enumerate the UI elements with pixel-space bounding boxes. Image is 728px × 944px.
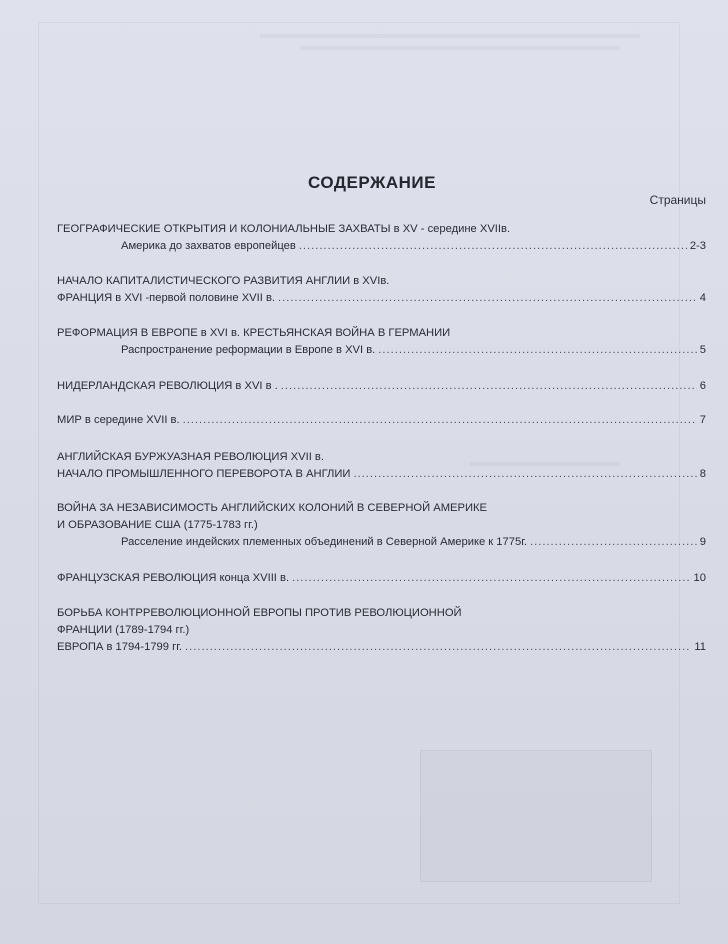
toc-line [57,534,706,551]
toc-line [57,221,706,238]
dot-leader [278,290,697,307]
toc-line [57,378,706,395]
toc-line [57,412,706,429]
toc-line [57,290,706,307]
toc-line [57,570,706,587]
page-number: 8 [699,468,706,480]
page-number: 9 [699,536,706,548]
toc-entry [57,500,706,551]
toc-line [57,238,706,255]
toc-heading: ВОЙНА ЗА НЕЗАВИСИМОСТЬ АНГЛИЙСКИХ КОЛОНИЙ В СЕВЕРНОЙ АМЕРИКЕ [57,502,487,514]
dot-leader [530,534,697,551]
toc-subheading: Распространение реформации в Европе в XVI в. [121,344,376,356]
dot-leader [299,238,687,255]
toc-entry [57,449,706,483]
page-number: 4 [699,292,706,304]
toc-entry [57,221,706,255]
toc-line [57,449,706,466]
page-number: 2-3 [689,240,706,252]
toc-entry [57,378,706,395]
toc-heading: ЕВРОПА в 1794-1799 гг. [57,641,183,653]
toc-line [57,639,706,656]
toc-heading: И ОБРАЗОВАНИЕ США (1775-1783 гг.) [57,519,258,531]
dot-leader [281,378,697,395]
toc-heading: ФРАНЦИИ (1789-1794 гг.) [57,624,190,636]
page-number: 5 [699,344,706,356]
page-title: СОДЕРЖАНИЕ [308,173,436,192]
toc-heading: НИДЕРЛАНДСКАЯ РЕВОЛЮЦИЯ в XVI в . [57,380,278,392]
toc-heading: РЕФОРМАЦИЯ В ЕВРОПЕ в XVI в. КРЕСТЬЯНСКАЯ ВОЙНА В ГЕРМАНИИ [57,327,451,339]
bleed-through-mark [300,46,620,50]
toc-heading: ФРАНЦУЗСКАЯ РЕВОЛЮЦИЯ конца XVIII в. [57,572,290,584]
toc-heading: АНГЛИЙСКАЯ БУРЖУАЗНАЯ РЕВОЛЮЦИЯ XVII в. [57,451,324,463]
toc-line [57,342,706,359]
toc-subheading: Расселение индейских племенных объединений в Северной Америке к 1775г. [121,536,528,548]
page-number: 11 [694,641,706,653]
toc-line [57,622,706,639]
page-number: 7 [699,414,706,426]
dot-leader [292,570,690,587]
toc-heading: ФРАНЦИЯ в XVI -первой половине XVII в. [57,292,275,304]
toc-heading: ГЕОГРАФИЧЕСКИЕ ОТКРЫТИЯ И КОЛОНИАЛЬНЫЕ ЗАХВАТЫ в XV - середине XVIIв. [57,223,511,235]
page-number: 6 [699,380,706,392]
pages-column-label: Страницы [649,193,706,207]
dot-leader [353,466,696,483]
bleed-through-mark [260,34,640,38]
toc-line [57,273,706,290]
toc-line [57,517,706,534]
toc-entry [57,273,706,307]
toc-subheading: Америка до захватов европейцев [121,240,296,252]
dot-leader [185,639,691,656]
toc-line [57,325,706,342]
dot-leader [183,412,697,429]
toc-heading: НАЧАЛО КАПИТАЛИСТИЧЕСКОГО РАЗВИТИЯ АНГЛИИ в XVIв. [57,275,390,287]
page-number: 10 [693,572,706,584]
toc-line [57,500,706,517]
toc-entry [57,605,706,656]
toc-heading: НАЧАЛО ПРОМЫШЛЕННОГО ПЕРЕВОРОТА В АНГЛИИ [57,468,351,480]
toc-heading: МИР в середине XVII в. [57,414,180,426]
toc-entry [57,325,706,359]
bleed-through-map-block [420,750,652,882]
dot-leader [378,342,696,359]
toc-heading: БОРЬБА КОНТРРЕВОЛЮЦИОННОЙ ЕВРОПЫ ПРОТИВ РЕВОЛЮЦИОННОЙ [57,607,462,619]
toc-entry [57,412,706,429]
toc-entry [57,570,706,587]
toc-line [57,466,706,483]
toc-line [57,605,706,622]
